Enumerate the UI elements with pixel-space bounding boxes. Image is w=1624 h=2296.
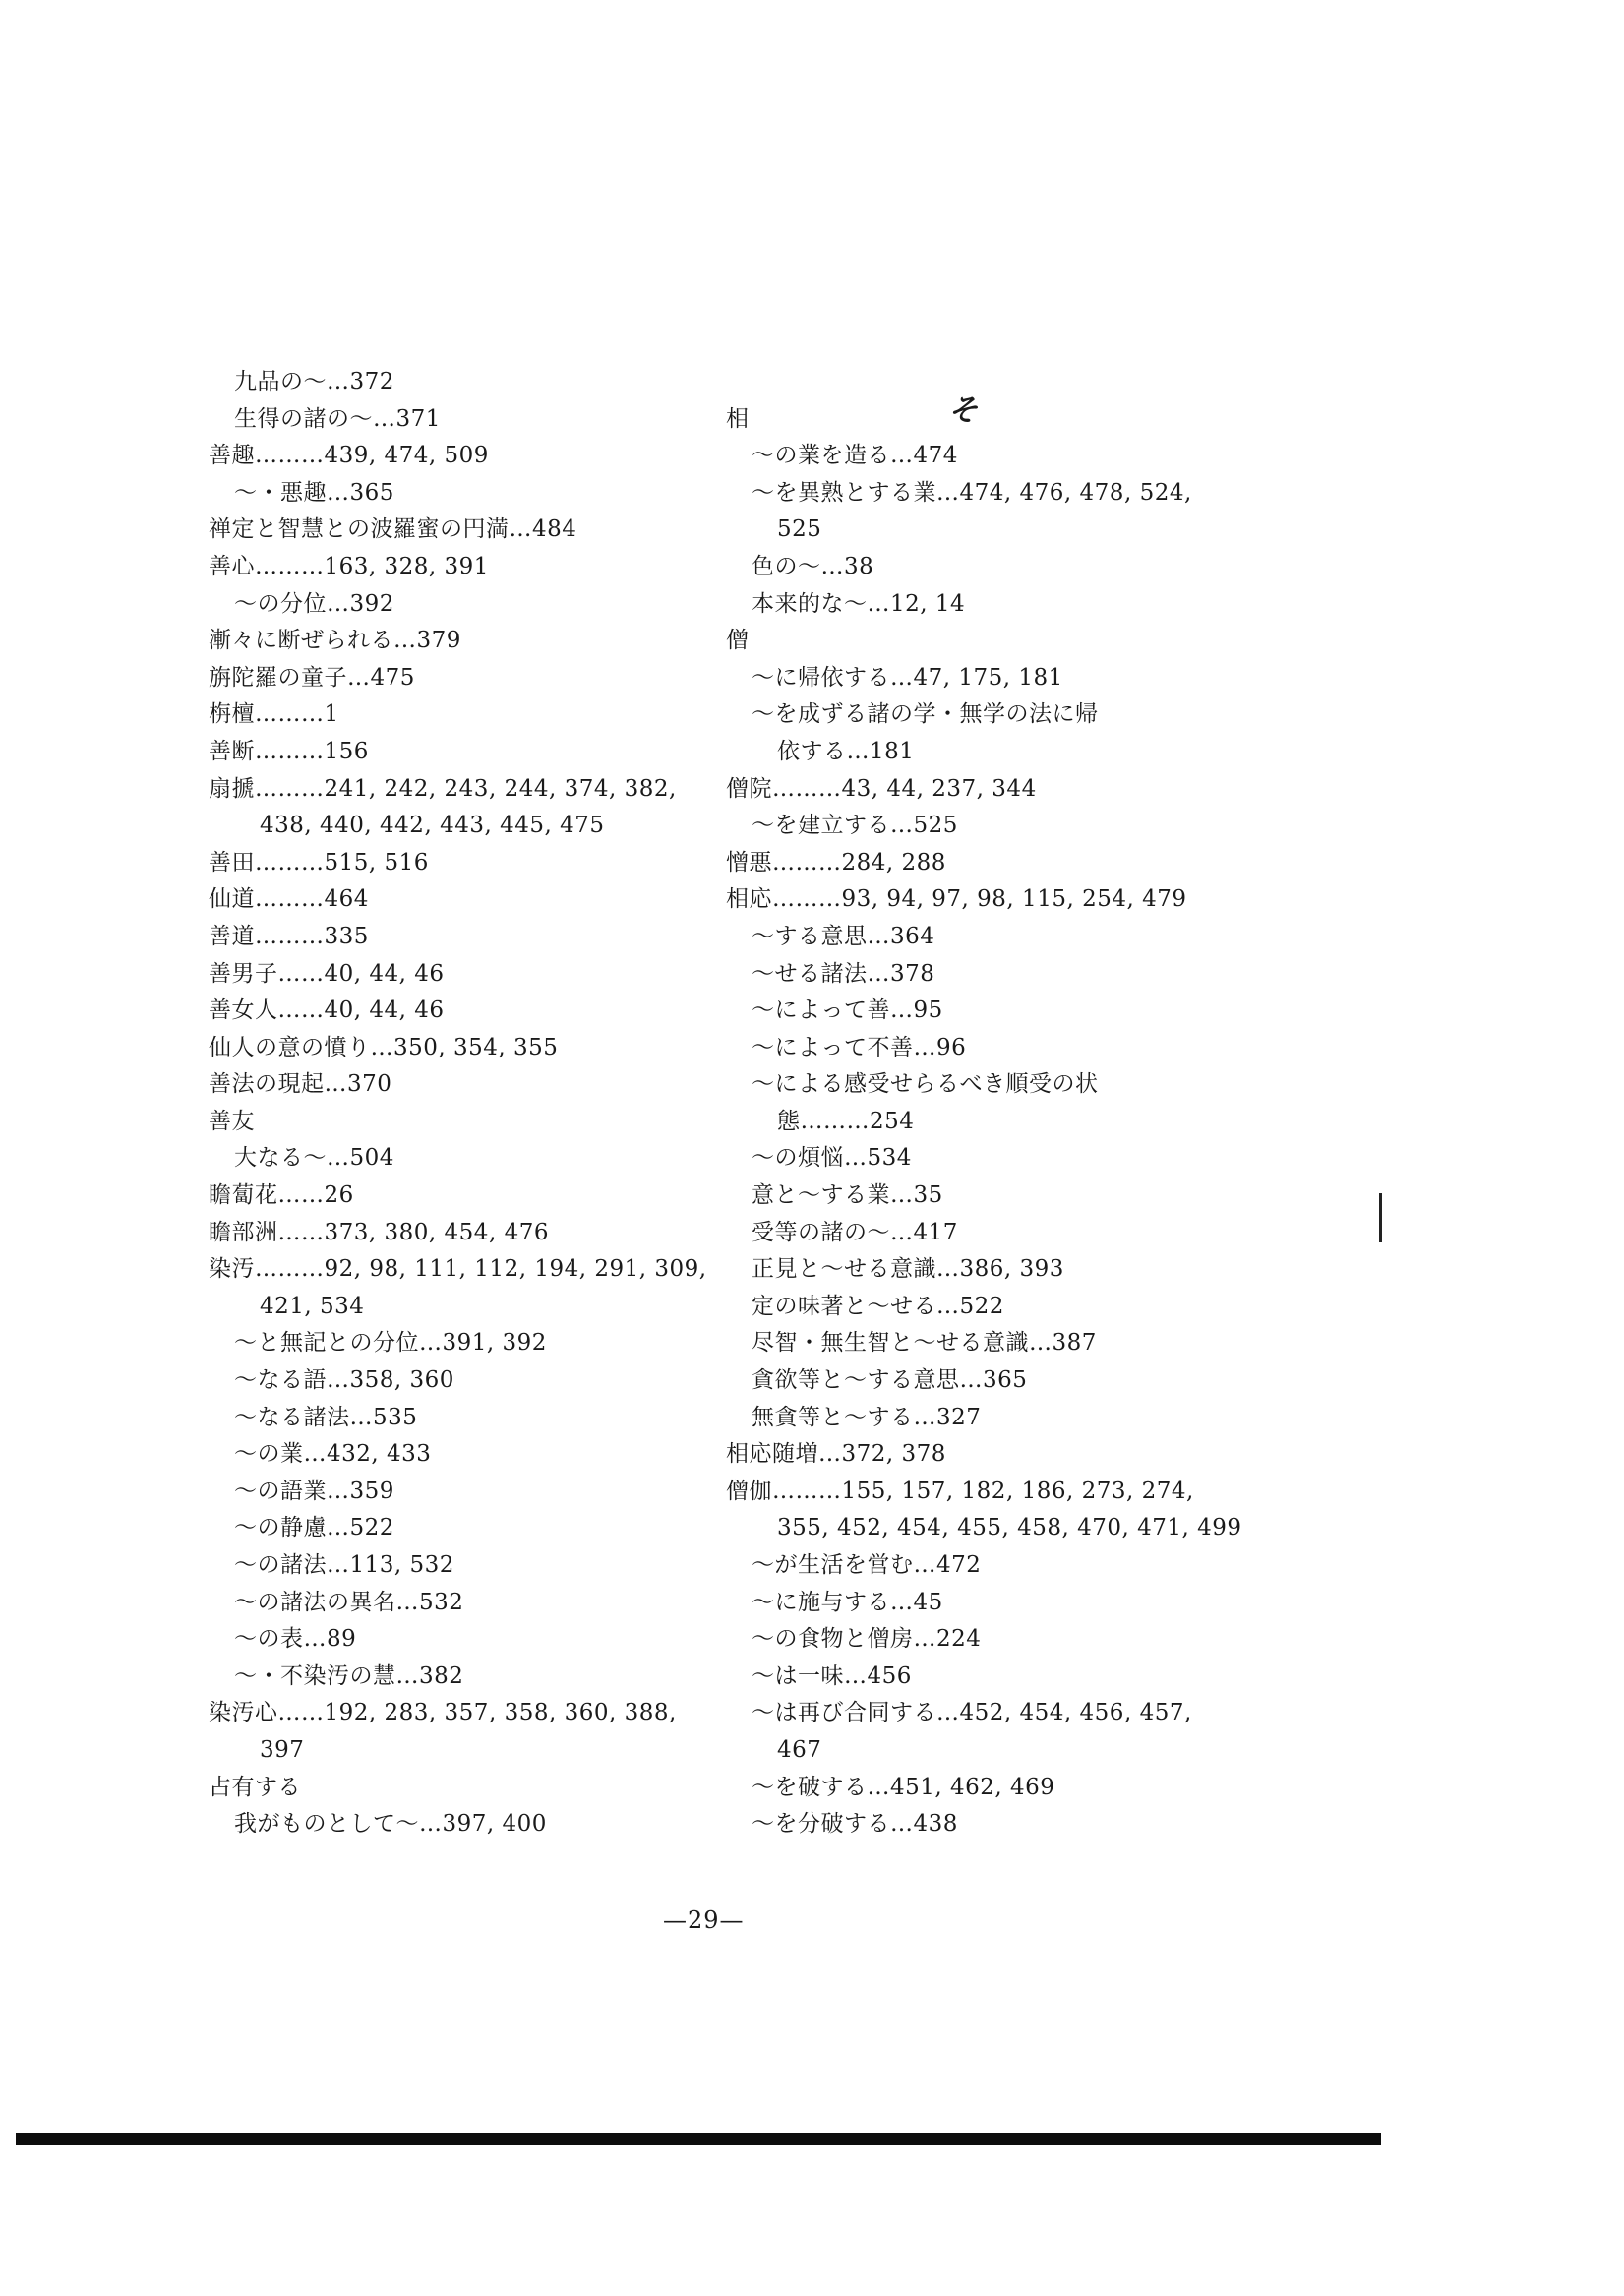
index-subentry: ～の表…89 bbox=[234, 1626, 357, 1653]
index-subentry: ～を建立する…525 bbox=[752, 813, 958, 839]
index-entry: 善法の現起…370 bbox=[209, 1071, 392, 1098]
page-number: —29— bbox=[663, 1906, 745, 1934]
index-entry: 善趣………439, 474, 509 bbox=[209, 443, 489, 469]
index-entry: 仙道………464 bbox=[209, 886, 369, 913]
index-entry: 旃陀羅の童子…475 bbox=[209, 664, 415, 691]
index-subentry: 我がものとして～…397, 400 bbox=[234, 1811, 547, 1838]
index-subentry: 467 bbox=[777, 1736, 822, 1763]
index-subentry: ～が生活を営む…472 bbox=[752, 1552, 982, 1578]
index-subentry: 色の～…38 bbox=[752, 553, 874, 579]
index-subentry: ～・悪趣…365 bbox=[234, 479, 394, 506]
index-entry: 善女人……40, 44, 46 bbox=[209, 997, 445, 1024]
index-subentry: 尽智・無生智と～せる意識…387 bbox=[752, 1330, 1097, 1357]
index-subentry: 438, 440, 442, 443, 445, 475 bbox=[260, 813, 605, 839]
index-entry: 善友 bbox=[209, 1108, 255, 1134]
index-subentry: 525 bbox=[777, 516, 822, 543]
index-subentry: ～の分位…392 bbox=[234, 590, 394, 617]
index-subentry: ～によって善…95 bbox=[752, 997, 943, 1024]
index-subentry: ～の語業…359 bbox=[234, 1478, 394, 1504]
index-column-right bbox=[726, 364, 1242, 1843]
index-subentry: 397 bbox=[260, 1736, 305, 1763]
index-subentry: 九品の～…372 bbox=[234, 369, 394, 394]
index-subentry: ～の諸法の異名…532 bbox=[234, 1589, 464, 1615]
section-heading: そ bbox=[948, 393, 978, 428]
index-entry: 栴檀………1 bbox=[209, 701, 339, 728]
index-subentry: ～を異熟とする業…474, 476, 478, 524, bbox=[752, 479, 1192, 506]
index-subentry: 正見と～せる意識…386, 393 bbox=[752, 1256, 1064, 1283]
index-subentry: ～せる諸法…378 bbox=[752, 960, 935, 987]
index-subentry: 依する…181 bbox=[777, 738, 915, 764]
index-subentry: ～と無記との分位…391, 392 bbox=[234, 1330, 547, 1357]
index-entry: 善男子……40, 44, 46 bbox=[209, 960, 445, 987]
index-subentry: 421, 534 bbox=[260, 1293, 365, 1319]
scan-edge-bar bbox=[16, 2133, 1381, 2145]
index-subentry: ～の静慮…522 bbox=[234, 1515, 394, 1541]
index-subentry: 355, 452, 454, 455, 458, 470, 471, 499 bbox=[777, 1515, 1242, 1541]
index-subentry: 大なる～…504 bbox=[234, 1145, 394, 1172]
index-subentry: ～の業を造る…474 bbox=[752, 443, 958, 469]
index-subentry: 本来的な～…12, 14 bbox=[752, 590, 966, 617]
index-entry: 染汚………92, 98, 111, 112, 194, 291, 309, bbox=[209, 1256, 707, 1283]
index-entry: 善断………156 bbox=[209, 738, 369, 764]
index-subentry: ～の業…432, 433 bbox=[234, 1441, 432, 1468]
index-subentry: ～を破する…451, 462, 469 bbox=[752, 1774, 1055, 1800]
index-subentry: ～に施与する…45 bbox=[752, 1589, 943, 1615]
index-subentry: ～は再び合同する…452, 454, 456, 457, bbox=[752, 1700, 1192, 1726]
index-subentry: ～に帰依する…47, 175, 181 bbox=[752, 664, 1063, 691]
index-subentry: 意と～する業…35 bbox=[752, 1182, 943, 1209]
index-entry: 僧院………43, 44, 237, 344 bbox=[726, 775, 1037, 802]
index-spacer bbox=[726, 364, 1237, 401]
index-entry: 僧 bbox=[726, 628, 750, 654]
index-entry: 善道………335 bbox=[209, 923, 369, 949]
index-entry: 瞻蔔花……26 bbox=[209, 1182, 354, 1209]
index-subentry: ～を分破する…438 bbox=[752, 1811, 958, 1838]
index-subentry: ～による感受せらるべき順受の状 bbox=[752, 1071, 1099, 1098]
index-subentry: 貪欲等と～する意思…365 bbox=[752, 1367, 1028, 1394]
index-entry: 染汚心……192, 283, 357, 358, 360, 388, bbox=[209, 1700, 677, 1726]
index-subentry: 態………254 bbox=[777, 1108, 915, 1134]
index-subentry: ～を成ずる諸の学・無学の法に帰 bbox=[752, 701, 1099, 728]
index-entry: 漸々に断ぜられる…379 bbox=[209, 628, 461, 654]
index-entry: 仙人の意の憤り…350, 354, 355 bbox=[209, 1034, 559, 1060]
index-entry: 善心………163, 328, 391 bbox=[209, 553, 489, 579]
index-entry: 相応………93, 94, 97, 98, 115, 254, 479 bbox=[726, 886, 1187, 913]
index-entry: 憎悪………284, 288 bbox=[726, 849, 946, 876]
index-entry: 瞻部洲……373, 380, 454, 476 bbox=[209, 1219, 549, 1245]
index-entry: 扇搋………241, 242, 243, 244, 374, 382, bbox=[209, 775, 677, 802]
index-entry: 相 bbox=[726, 405, 750, 432]
index-entry: 相応随増…372, 378 bbox=[726, 1441, 946, 1468]
index-entry: 僧伽………155, 157, 182, 186, 273, 274, bbox=[726, 1478, 1194, 1504]
index-subentry: ～する意思…364 bbox=[752, 923, 935, 949]
index-entry: 善田………515, 516 bbox=[209, 849, 429, 876]
index-entry: 占有する bbox=[209, 1774, 301, 1800]
index-subentry: 定の味著と～せる…522 bbox=[752, 1293, 1004, 1319]
index-subentry: 無貪等と～する…327 bbox=[752, 1404, 982, 1430]
index-subentry: ～の諸法…113, 532 bbox=[234, 1552, 454, 1578]
index-subentry: ～なる語…358, 360 bbox=[234, 1367, 454, 1394]
index-entry: 禅定と智慧との波羅蜜の円満…484 bbox=[209, 516, 577, 543]
index-subentry: ～の食物と僧房…224 bbox=[752, 1626, 982, 1653]
index-subentry: 受等の諸の～…417 bbox=[752, 1219, 958, 1245]
index-subentry: ～・不染汚の慧…382 bbox=[234, 1662, 464, 1689]
index-subentry: ～なる諸法…535 bbox=[234, 1404, 418, 1430]
index-subentry: 生得の諸の～…371 bbox=[234, 405, 441, 432]
index-subentry: ～は一味…456 bbox=[752, 1662, 912, 1689]
index-subentry: ～の煩悩…534 bbox=[752, 1145, 912, 1172]
index-subentry: ～によって不善…96 bbox=[752, 1034, 967, 1060]
index-column-left bbox=[209, 364, 720, 1843]
margin-mark bbox=[1379, 1193, 1382, 1242]
